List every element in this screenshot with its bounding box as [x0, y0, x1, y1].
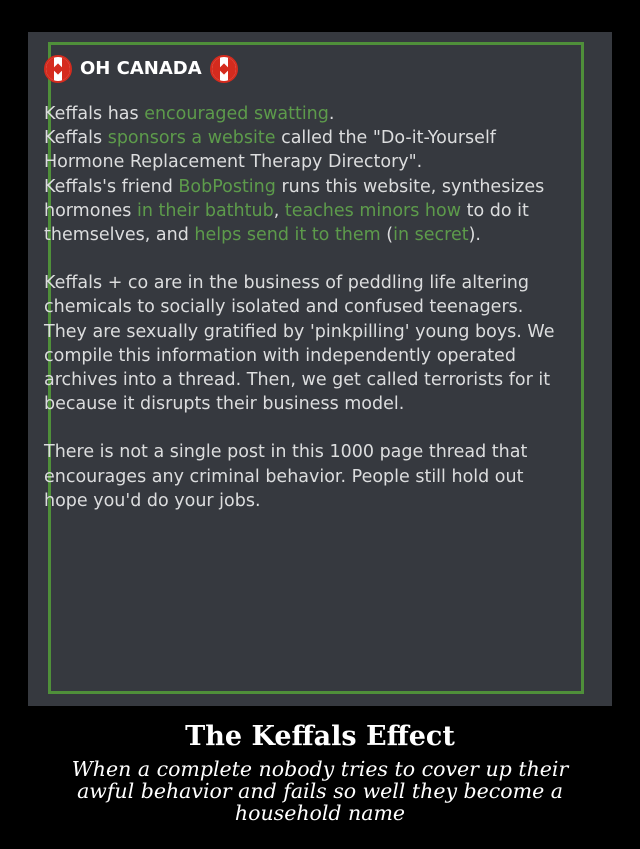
text-span: ,	[273, 200, 285, 221]
link-in-secret[interactable]: in secret	[393, 225, 469, 246]
post-body	[44, 52, 564, 513]
caption-subtitle: When a complete nobody tries to cover up their awful behavior and fails so well they become a household name	[71, 757, 569, 825]
text-span: ).	[468, 225, 481, 246]
post-title-row	[44, 52, 564, 86]
text-span: runs this website, synthesizes hormones	[44, 176, 545, 221]
link-helps-send[interactable]: helps send it to them	[194, 225, 381, 246]
canada-flag-icon	[210, 55, 238, 83]
meme-caption	[0, 718, 640, 824]
caption-title: The Keffals Effect	[185, 721, 455, 752]
link-teaches-minors[interactable]: teaches minors how	[284, 200, 462, 221]
link-sponsors-website[interactable]: sponsors a website	[107, 128, 276, 149]
link-encouraged-swatting[interactable]: encouraged swatting	[144, 104, 329, 124]
canada-flag-icon	[44, 55, 72, 83]
paragraph-1	[44, 102, 564, 247]
text-span: Keffals	[44, 128, 108, 149]
text-span: Keffals has	[44, 104, 145, 124]
link-bobposting[interactable]: BobPosting	[178, 176, 276, 197]
text-span: to do it themselves, and	[44, 200, 529, 246]
text-span: .	[328, 104, 335, 124]
link-in-their-bathtub[interactable]: in their bathtub	[136, 200, 274, 221]
text-span: called the "Do-it-Yourself Hormone Replacement Therapy Directory".	[44, 128, 496, 173]
post-title: OH CANADA	[80, 57, 202, 79]
text-span: (	[380, 225, 394, 246]
text-span: Keffals's friend	[44, 176, 179, 197]
paragraph-2: Keffals + co are in the business of peddling life altering chemicals to socially isolated and confused teenagers. They are sexually gratified by 'pinkpilling' young boys. We compile this information with independently operated archives into a thread. Then, we get called terrorists for it because it disrupts their business model.	[44, 273, 555, 415]
paragraph-3: There is not a single post in this 1000 page thread that encourages any criminal behavior. People still hold out hope you'd do your jobs.	[44, 442, 528, 511]
